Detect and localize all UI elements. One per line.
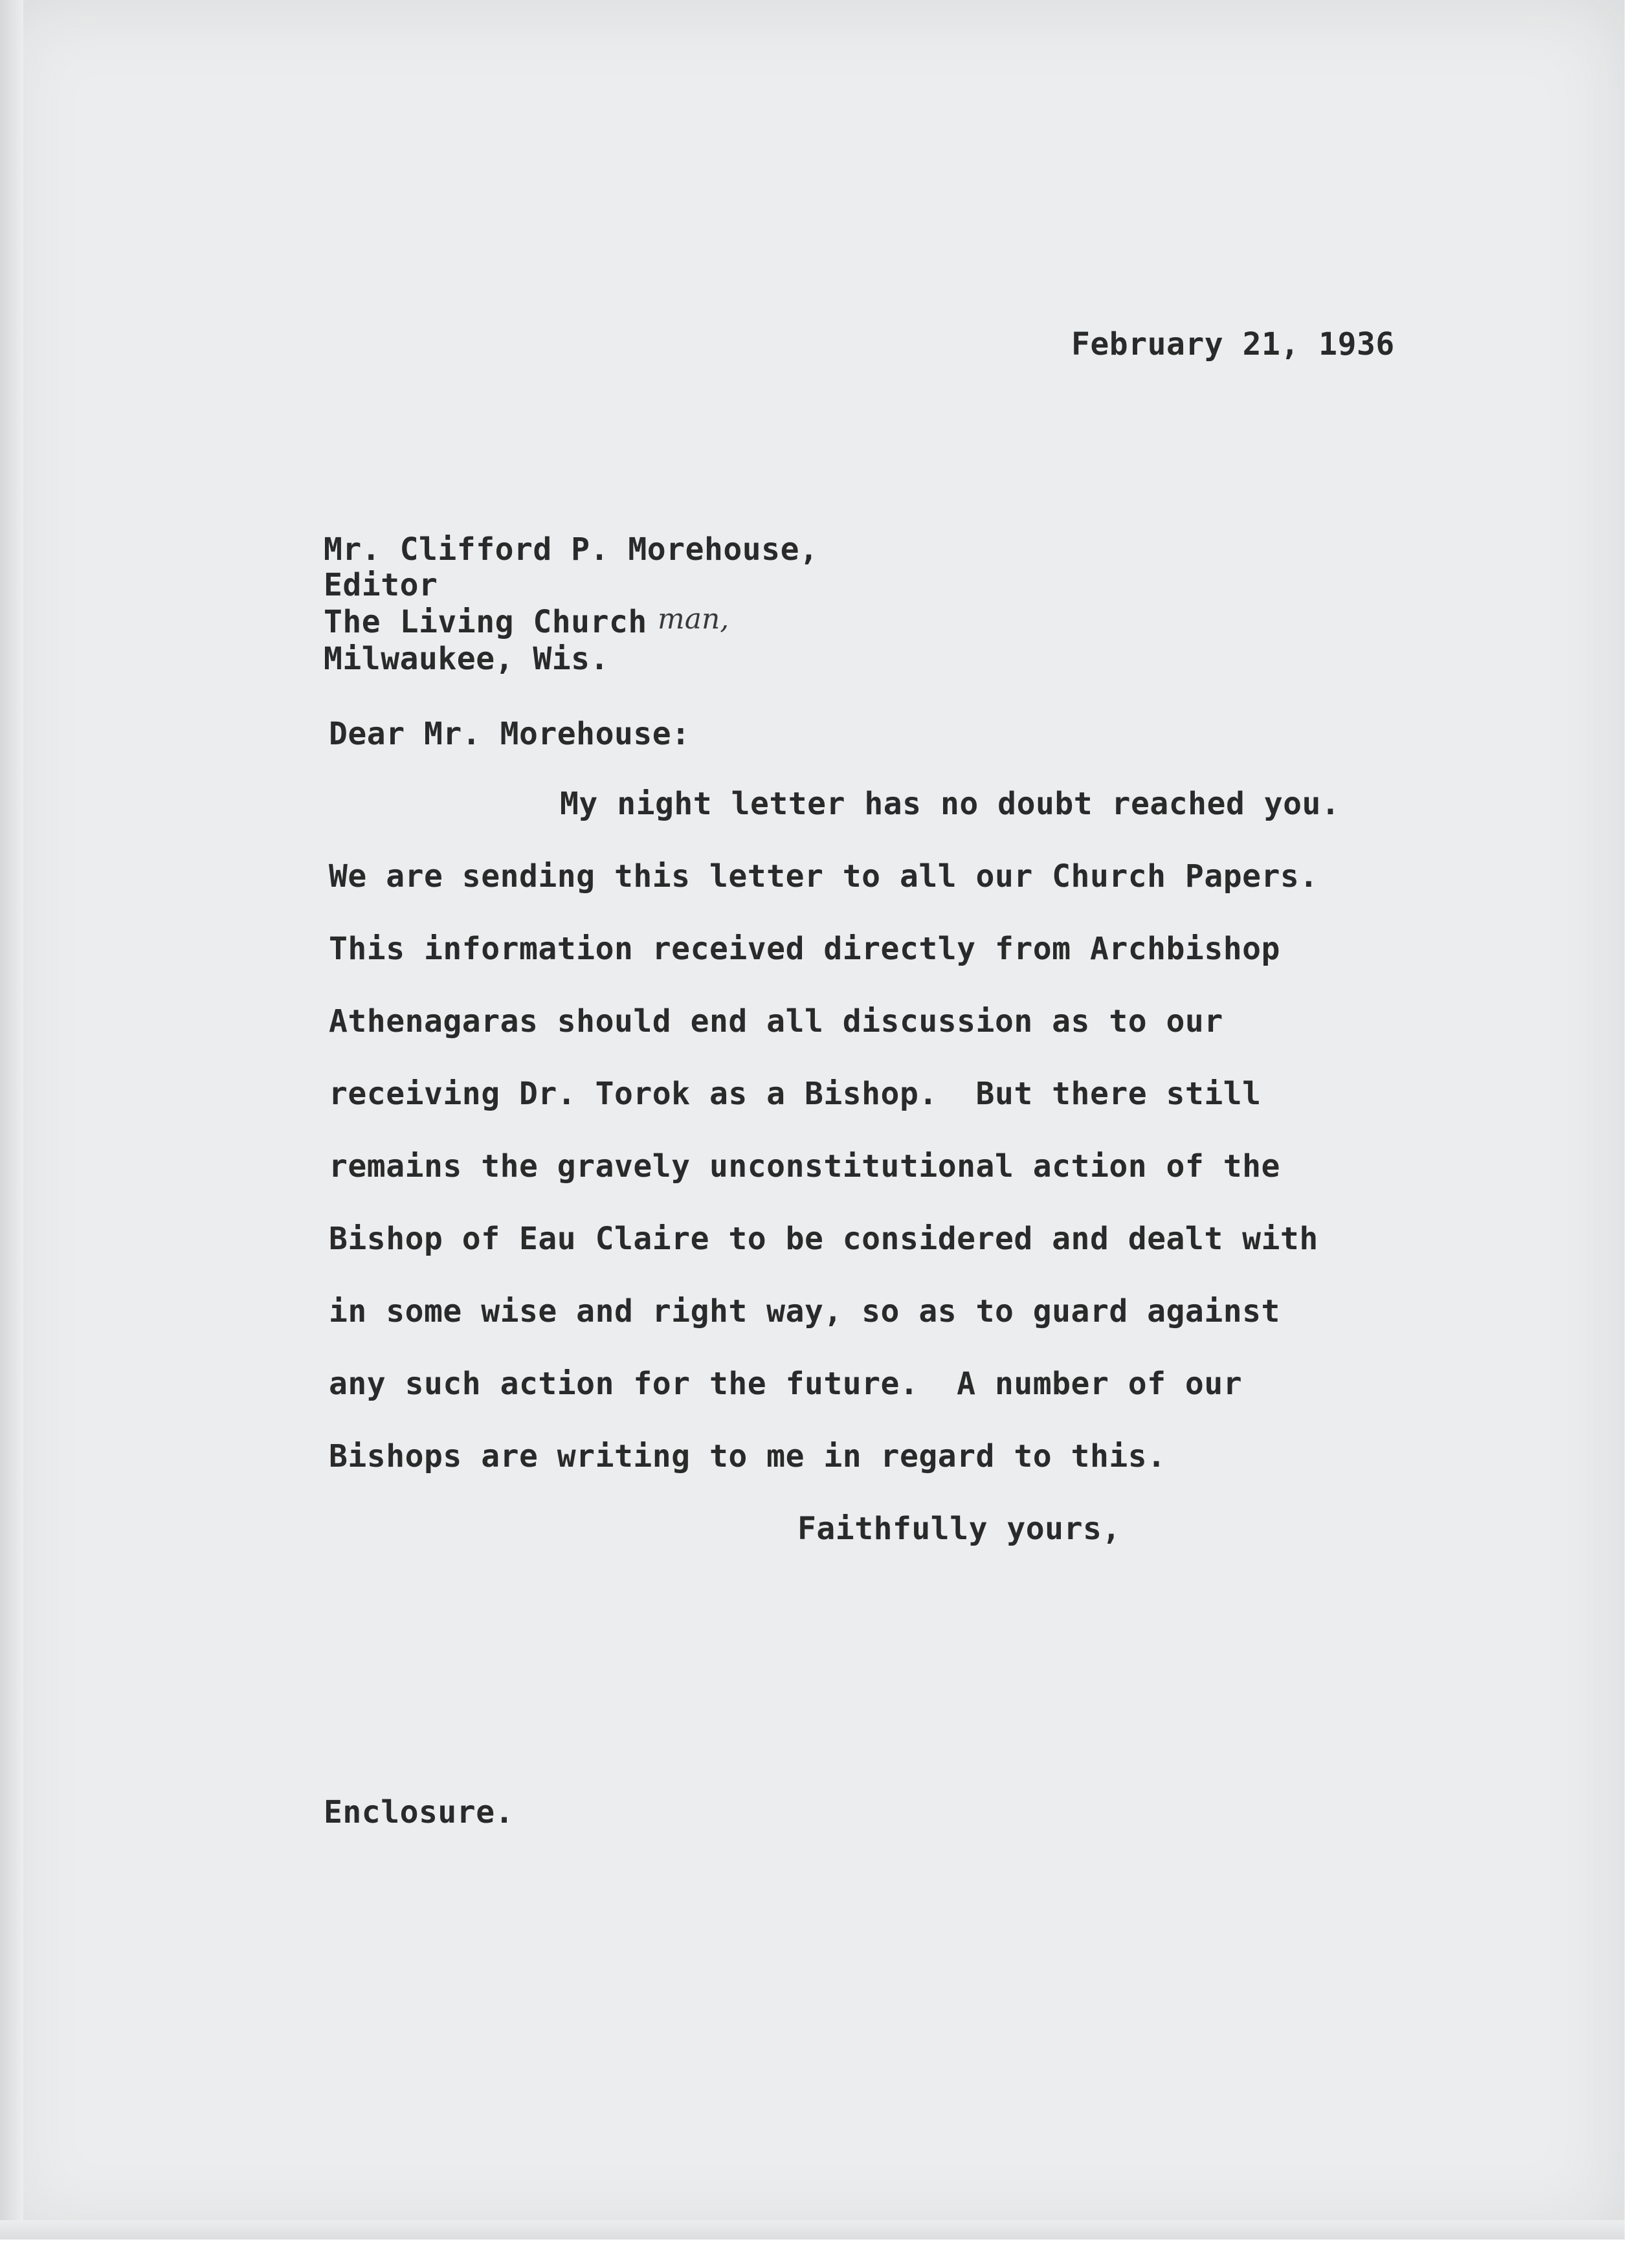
recipient-name: Mr. Clifford P. Morehouse,: [324, 531, 819, 568]
body-line: in some wise and right way, so as to guard against: [329, 1293, 1280, 1329]
paper-bottom-edge: [0, 2220, 1625, 2240]
body-line: Bishops are writing to me in regard to this.: [329, 1438, 1166, 1474]
body-line: any such action for the future. A number of our: [329, 1366, 1243, 1402]
body-line: remains the gravely unconstitutional action of the: [329, 1148, 1280, 1184]
recipient-city: Milwaukee, Wis.: [324, 641, 609, 677]
enclosure-note: Enclosure.: [324, 1794, 514, 1830]
paper-left-edge: [0, 0, 23, 2240]
body-line: Athenagaras should end all discussion as to our: [329, 1003, 1223, 1040]
body-line: This information received directly from Archbishop: [329, 931, 1280, 967]
closing: Faithfully yours,: [797, 1511, 1121, 1547]
recipient-title: Editor: [324, 567, 438, 603]
body-line: receiving Dr. Torok as a Bishop. But there still: [329, 1076, 1262, 1112]
letter-date: February 21, 1936: [1071, 326, 1395, 362]
body-line: My night letter has no doubt reached you.: [560, 786, 1340, 822]
salutation: Dear Mr. Morehouse:: [329, 716, 691, 752]
body-line: Bishop of Eau Claire to be considered and dealt with: [329, 1221, 1318, 1257]
body-line: We are sending this letter to all our Church Papers.: [329, 858, 1318, 895]
recipient-publication: The Living Church: [324, 604, 647, 640]
handwritten-insert: man,: [658, 603, 729, 636]
